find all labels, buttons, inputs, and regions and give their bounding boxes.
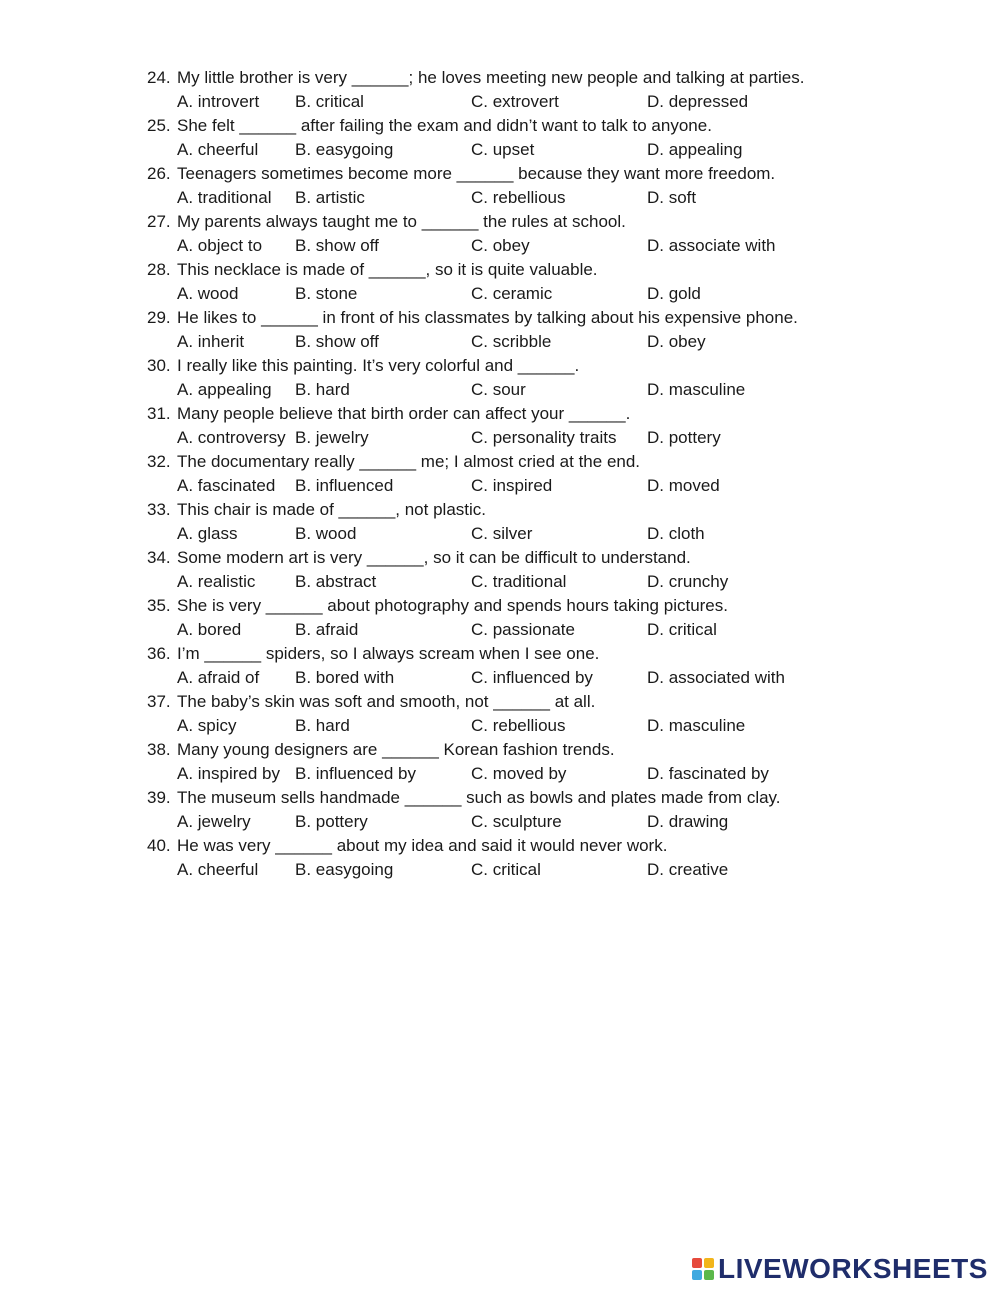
- option-b[interactable]: B. stone: [295, 284, 358, 303]
- question-number: 36.: [147, 644, 171, 663]
- question-item: [147, 690, 867, 738]
- option-a[interactable]: A. spicy: [177, 716, 237, 735]
- option-a[interactable]: A. afraid of: [177, 668, 260, 687]
- logo-mark-tile: [704, 1258, 714, 1268]
- answer-options: [147, 474, 867, 498]
- question-number: 27.: [147, 212, 171, 231]
- question-text: She is very ______ about photography and spends hours taking pictures.: [177, 596, 728, 615]
- answer-options: [147, 330, 867, 354]
- question-item: [147, 642, 867, 690]
- option-c[interactable]: C. passionate: [471, 620, 575, 639]
- option-c[interactable]: C. influenced by: [471, 668, 593, 687]
- option-a[interactable]: A. bored: [177, 620, 242, 639]
- question-text: He was very ______ about my idea and said it would never work.: [177, 836, 668, 855]
- question-item: [147, 162, 867, 210]
- option-c[interactable]: C. ceramic: [471, 284, 553, 303]
- option-d[interactable]: D. critical: [647, 620, 717, 639]
- option-a[interactable]: A. controversy: [177, 428, 286, 447]
- option-a[interactable]: A. realistic: [177, 572, 256, 591]
- option-c[interactable]: C. obey: [471, 236, 530, 255]
- option-c[interactable]: C. personality traits: [471, 428, 617, 447]
- option-b[interactable]: B. easygoing: [295, 140, 394, 159]
- answer-options: [147, 234, 867, 258]
- worksheet: [147, 66, 867, 882]
- question-text: He likes to ______ in front of his classmates by talking about his expensive phone.: [177, 308, 798, 327]
- option-b[interactable]: B. show off: [295, 236, 379, 255]
- question-item: [147, 834, 867, 882]
- answer-options: [147, 762, 867, 786]
- option-c[interactable]: C. upset: [471, 140, 535, 159]
- option-a[interactable]: A. jewelry: [177, 812, 251, 831]
- question-item: [147, 258, 867, 306]
- option-c[interactable]: C. scribble: [471, 332, 552, 351]
- answer-options: [147, 186, 867, 210]
- answer-options: [147, 90, 867, 114]
- option-b[interactable]: B. influenced: [295, 476, 394, 495]
- option-d[interactable]: D. moved: [647, 476, 720, 495]
- option-c[interactable]: C. inspired: [471, 476, 553, 495]
- answer-options: [147, 570, 867, 594]
- question-stem: [147, 162, 867, 186]
- option-d[interactable]: D. pottery: [647, 428, 721, 447]
- question-item: [147, 402, 867, 450]
- answer-options: [147, 426, 867, 450]
- option-c[interactable]: C. critical: [471, 860, 541, 879]
- option-b[interactable]: B. hard: [295, 380, 350, 399]
- question-item: [147, 738, 867, 786]
- question-number: 32.: [147, 452, 171, 471]
- logo-mark-tile: [704, 1270, 714, 1280]
- question-stem: [147, 210, 867, 234]
- option-d[interactable]: D. depressed: [647, 92, 749, 111]
- question-item: [147, 786, 867, 834]
- question-number: 25.: [147, 116, 171, 135]
- option-b[interactable]: B. show off: [295, 332, 379, 351]
- answer-options: [147, 858, 867, 882]
- option-d[interactable]: D. masculine: [647, 380, 746, 399]
- answer-options: [147, 522, 867, 546]
- option-d[interactable]: D. cloth: [647, 524, 705, 543]
- option-c[interactable]: C. sour: [471, 380, 526, 399]
- option-a[interactable]: A. wood: [177, 284, 239, 303]
- question-item: [147, 114, 867, 162]
- question-stem: [147, 594, 867, 618]
- option-b[interactable]: B. hard: [295, 716, 350, 735]
- option-d[interactable]: D. fascinated by: [647, 764, 769, 783]
- question-number: 33.: [147, 500, 171, 519]
- question-text: The baby’s skin was soft and smooth, not ______ at all.: [177, 692, 596, 711]
- option-d[interactable]: D. obey: [647, 332, 706, 351]
- logo-mark-tile: [692, 1270, 702, 1280]
- option-d[interactable]: D. gold: [647, 284, 701, 303]
- question-text: This necklace is made of ______, so it is quite valuable.: [177, 260, 598, 279]
- option-a[interactable]: A. fascinated: [177, 476, 276, 495]
- question-number: 39.: [147, 788, 171, 807]
- logo-text: LIVEWORKSHEETS: [718, 1253, 988, 1284]
- question-text: I really like this painting. It’s very colorful and ______.: [177, 356, 580, 375]
- option-a[interactable]: A. cheerful: [177, 860, 259, 879]
- option-d[interactable]: D. masculine: [647, 716, 746, 735]
- option-b[interactable]: B. jewelry: [295, 428, 369, 447]
- question-stem: [147, 258, 867, 282]
- option-a[interactable]: A. inspired by: [177, 764, 280, 783]
- question-stem: [147, 834, 867, 858]
- question-number: 37.: [147, 692, 171, 711]
- option-b[interactable]: B. wood: [295, 524, 357, 543]
- option-b[interactable]: B. artistic: [295, 188, 365, 207]
- question-item: [147, 306, 867, 354]
- question-number: 38.: [147, 740, 171, 759]
- question-stem: [147, 354, 867, 378]
- question-text: This chair is made of ______, not plastic.: [177, 500, 486, 519]
- question-number: 35.: [147, 596, 171, 615]
- option-c[interactable]: C. sculpture: [471, 812, 562, 831]
- option-b[interactable]: B. abstract: [295, 572, 377, 591]
- answer-options: [147, 810, 867, 834]
- question-stem: [147, 498, 867, 522]
- question-number: 26.: [147, 164, 171, 183]
- question-item: [147, 66, 867, 114]
- question-number: 28.: [147, 260, 171, 279]
- question-item: [147, 546, 867, 594]
- question-item: [147, 210, 867, 258]
- option-d[interactable]: D. crunchy: [647, 572, 729, 591]
- question-text: My little brother is very ______; he loves meeting new people and talking at parties.: [177, 68, 805, 87]
- option-c[interactable]: C. moved by: [471, 764, 567, 783]
- answer-options: [147, 378, 867, 402]
- question-stem: [147, 546, 867, 570]
- question-text: Many young designers are ______ Korean fashion trends.: [177, 740, 615, 759]
- option-c[interactable]: C. rebellious: [471, 716, 566, 735]
- option-b[interactable]: B. pottery: [295, 812, 368, 831]
- question-number: 34.: [147, 548, 171, 567]
- question-stem: [147, 738, 867, 762]
- option-c[interactable]: C. extrovert: [471, 92, 559, 111]
- question-stem: [147, 114, 867, 138]
- question-number: 24.: [147, 68, 171, 87]
- question-text: The museum sells handmade ______ such as bowls and plates made from clay.: [177, 788, 781, 807]
- option-a[interactable]: A. traditional: [177, 188, 272, 207]
- answer-options: [147, 666, 867, 690]
- question-number: 40.: [147, 836, 171, 855]
- question-text: Teenagers sometimes become more ______ because they want more freedom.: [177, 164, 776, 183]
- question-item: [147, 594, 867, 642]
- option-b[interactable]: B. afraid: [295, 620, 359, 639]
- option-a[interactable]: A. introvert: [177, 92, 260, 111]
- question-text: Some modern art is very ______, so it can be difficult to understand.: [177, 548, 691, 567]
- question-stem: [147, 66, 867, 90]
- option-a[interactable]: A. cheerful: [177, 140, 259, 159]
- option-b[interactable]: B. influenced by: [295, 764, 416, 783]
- question-text: I’m ______ spiders, so I always scream when I see one.: [177, 644, 600, 663]
- question-stem: [147, 690, 867, 714]
- option-b[interactable]: B. bored with: [295, 668, 395, 687]
- question-stem: [147, 642, 867, 666]
- question-item: [147, 498, 867, 546]
- logo-mark-icon: [692, 1258, 714, 1280]
- logo-mark-tile: [692, 1258, 702, 1268]
- question-stem: [147, 402, 867, 426]
- option-d[interactable]: D. appealing: [647, 140, 743, 159]
- option-d[interactable]: D. creative: [647, 860, 729, 879]
- question-text: My parents always taught me to ______ the rules at school.: [177, 212, 626, 231]
- option-a[interactable]: A. inherit: [177, 332, 245, 351]
- question-number: 31.: [147, 404, 171, 423]
- option-a[interactable]: A. object to: [177, 236, 263, 255]
- option-c[interactable]: C. silver: [471, 524, 533, 543]
- question-stem: [147, 450, 867, 474]
- question-number: 30.: [147, 356, 171, 375]
- option-d[interactable]: D. soft: [647, 188, 697, 207]
- answer-options: [147, 714, 867, 738]
- question-text: The documentary really ______ me; I almost cried at the end.: [177, 452, 641, 471]
- question-item: [147, 450, 867, 498]
- option-c[interactable]: C. rebellious: [471, 188, 566, 207]
- liveworksheets-logo: [692, 1254, 988, 1284]
- question-text: Many people believe that birth order can affect your ______.: [177, 404, 631, 423]
- option-c[interactable]: C. traditional: [471, 572, 567, 591]
- question-item: [147, 354, 867, 402]
- answer-options: [147, 282, 867, 306]
- option-a[interactable]: A. appealing: [177, 380, 272, 399]
- question-number: 29.: [147, 308, 171, 327]
- answer-options: [147, 618, 867, 642]
- answer-options: [147, 138, 867, 162]
- question-stem: [147, 786, 867, 810]
- option-d[interactable]: D. associate with: [647, 236, 776, 255]
- option-d[interactable]: D. associated with: [647, 668, 785, 687]
- option-a[interactable]: A. glass: [177, 524, 238, 543]
- option-b[interactable]: B. easygoing: [295, 860, 394, 879]
- option-d[interactable]: D. drawing: [647, 812, 729, 831]
- question-text: She felt ______ after failing the exam and didn’t want to talk to anyone.: [177, 116, 712, 135]
- option-b[interactable]: B. critical: [295, 92, 364, 111]
- question-stem: [147, 306, 867, 330]
